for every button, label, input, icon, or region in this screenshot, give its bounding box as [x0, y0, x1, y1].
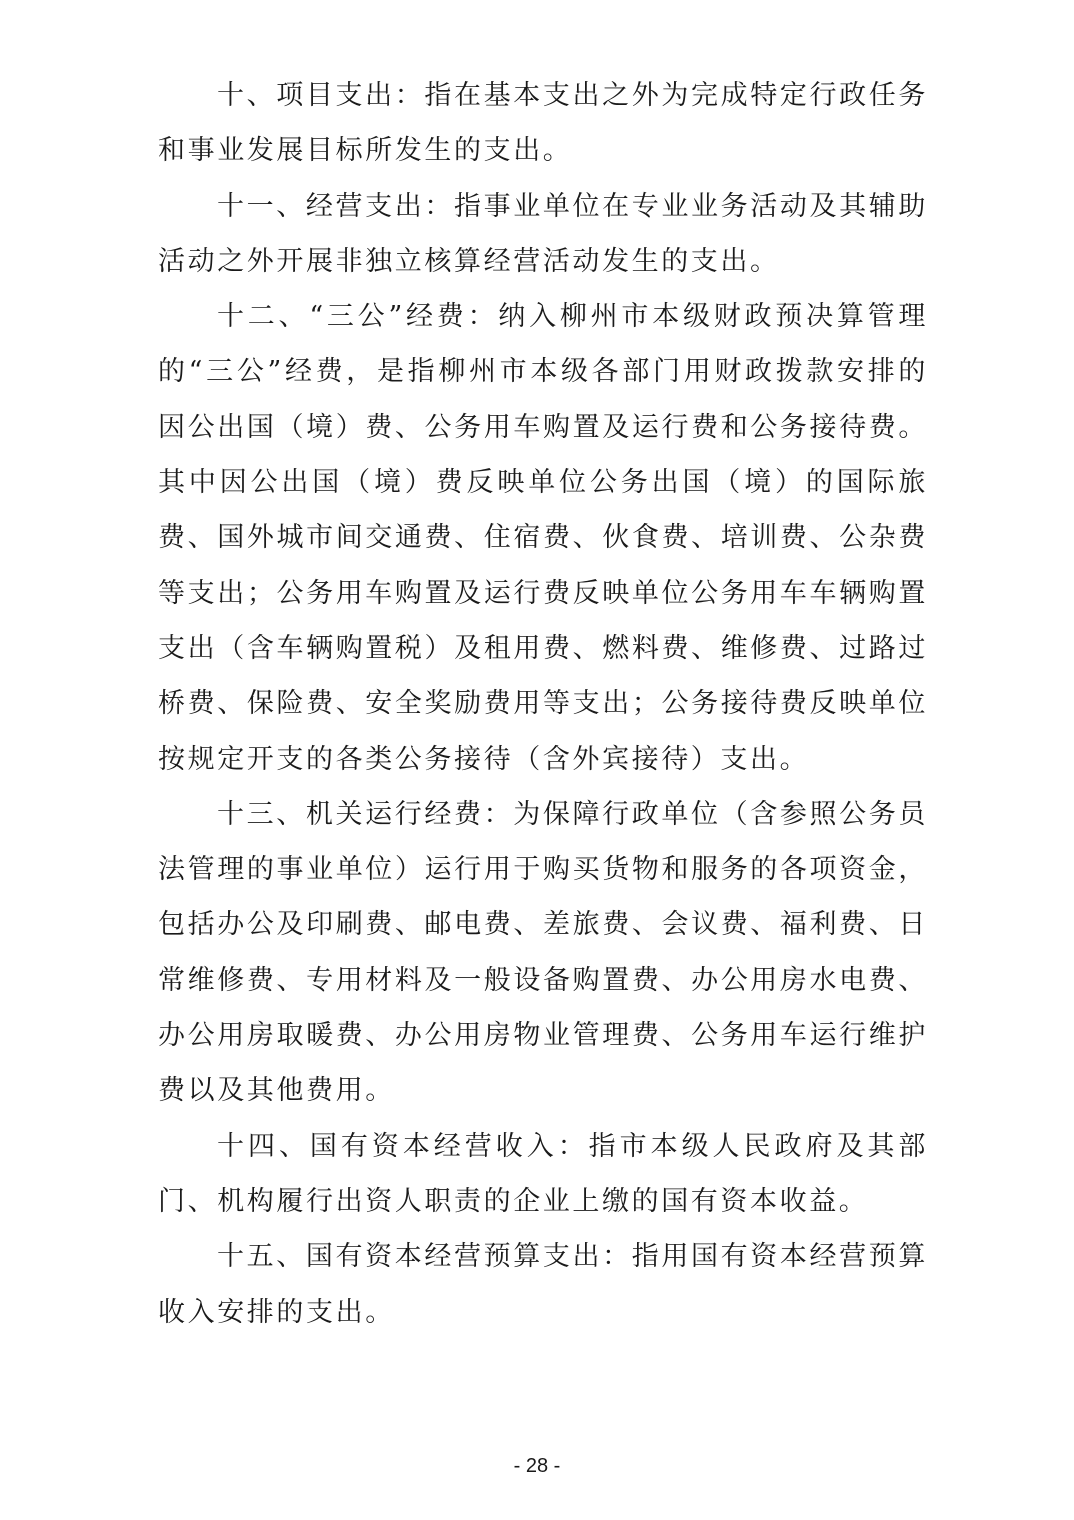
paragraph-item-11: 十一、经营支出：指事业单位在专业业务活动及其辅助活动之外开展非独立核算经营活动发生的支出。 [158, 190, 928, 277]
document-body [158, 68, 928, 1340]
paragraph-item-15: 十五、国有资本经营预算支出：指用国有资本经营预算收入安排的支出。 [158, 1241, 928, 1328]
paragraph-item-10: 十、项目支出：指在基本支出之外为完成特定行政任务和事业发展目标所发生的支出。 [158, 80, 928, 167]
paragraph-item-12: 十二、“三公”经费：纳入柳州市本级财政预决算管理的“三公”经费，是指柳州市本级各部门用财政拨款安排的因公出国（境）费、公务用车购置及运行费和公务接待费。其中因公出国（境）费反映单位公务出国（境）的国际旅费、国外城市间交通费、住宿费、伙食费、培训费、公杂费等支出；公务用车购置及运行费反映单位公务用车车辆购置支出（含车辆购置税）及租用费、燃料费、维修费、过路过桥费、保险费、安全奖励费用等支出；公务接待费反映单位按规定开支的各类公务接待（含外宾接待）支出。 [158, 301, 928, 775]
paragraph-item-14: 十四、国有资本经营收入：指市本级人民政府及其部门、机构履行出资人职责的企业上缴的国有资本收益。 [158, 1130, 928, 1217]
page-number: - 28 - [513, 1455, 561, 1477]
paragraph-item-13: 十三、机关运行经费：为保障行政单位（含参照公务员法管理的事业单位）运行用于购买货物和服务的各项资金，包括办公及印刷费、邮电费、差旅费、会议费、福利费、日常维修费、专用材料及一般设备购置费、办公用房水电费、办公用房取暖费、办公用房物业管理费、公务用车运行维护费以及其他费用。 [158, 798, 928, 1107]
